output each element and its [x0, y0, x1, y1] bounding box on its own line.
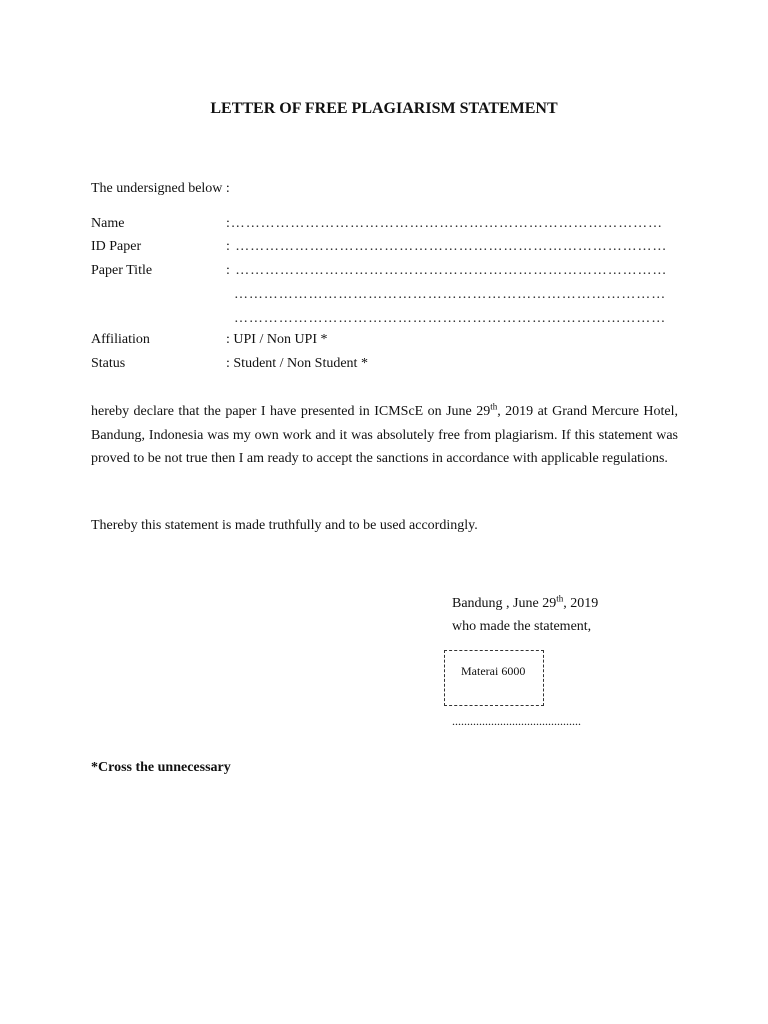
stamp-label: Materai 6000 [461, 664, 526, 678]
id-paper-value: : …………………………………………………………………………… [226, 239, 668, 254]
status-label: Status [91, 356, 126, 371]
place-date-superscript: th [556, 593, 564, 604]
declaration-paragraph [91, 400, 678, 471]
declaration-text-2: , 2019 at Grand Mercure Hotel, Bandung, Indonesia was my own work and it was absolutely free from plagiarism. If this statement was proved to be not true then I am ready to accept the sanctions in accordance with applicable regulations. [91, 404, 679, 466]
signature-place-date [452, 595, 598, 613]
place-date-text-1: Bandung , June 29 [452, 596, 557, 611]
signature-caption: who made the statement, [452, 619, 592, 634]
closing-statement: Thereby this statement is made truthfully and to be used accordingly. [91, 518, 478, 533]
declaration-text-1: hereby declare that the paper I have presented in ICMScE on June 29 [91, 404, 491, 419]
name-label: Name [91, 216, 125, 231]
affiliation-value: : UPI / Non UPI * [226, 332, 328, 347]
affiliation-label: Affiliation [91, 332, 150, 347]
signature-line: ........................................... [452, 714, 581, 728]
footnote: *Cross the unnecessary [91, 760, 231, 775]
declaration-superscript: th [490, 401, 498, 412]
paper-title-value-line-2: …………………………………………………………………………… [234, 287, 667, 302]
place-date-text-2: , 2019 [563, 596, 599, 611]
paper-title-value-line-3: …………………………………………………………………………… [234, 311, 667, 326]
paper-title-value: : …………………………………………………………………………… [226, 263, 668, 278]
id-paper-label: ID Paper [91, 239, 142, 254]
intro-text: The undersigned below : [91, 181, 230, 196]
name-value: :…………………………………………………………………………… [226, 216, 663, 231]
stamp-box [444, 650, 544, 706]
status-value: : Student / Non Student * [226, 356, 368, 371]
paper-title-label: Paper Title [91, 263, 153, 278]
document-title: LETTER OF FREE PLAGIARISM STATEMENT [210, 100, 558, 117]
